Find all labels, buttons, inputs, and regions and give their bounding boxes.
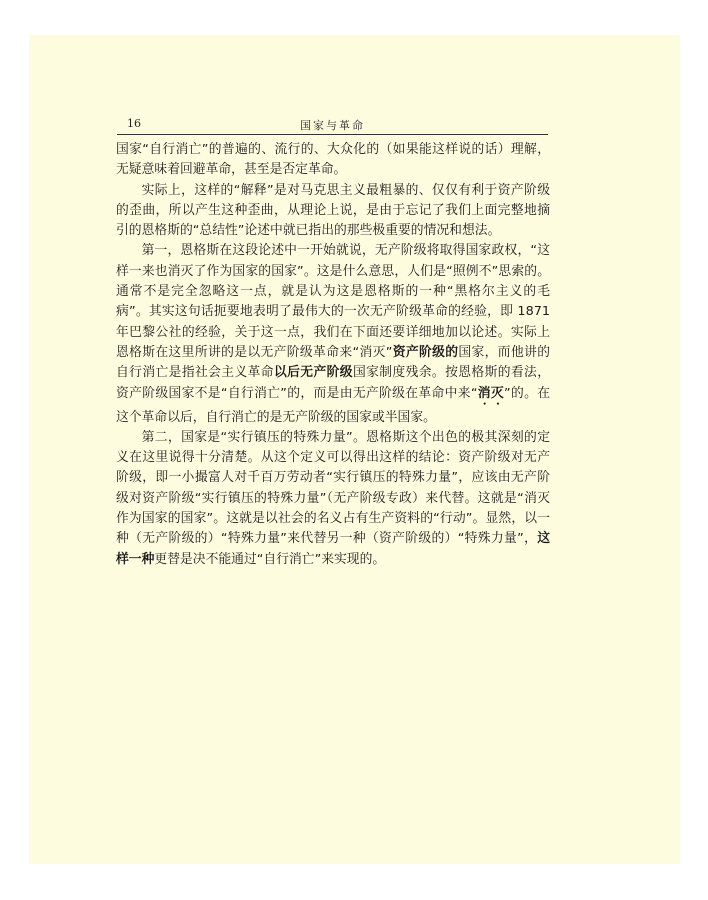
paragraph-4 [116,428,550,570]
paragraph-3 [116,241,550,427]
page-header [117,114,548,135]
paragraph-3-text-2: 国家，而他讲的自行消亡是指社会主义革命 [116,344,551,381]
page-number: 16 [127,117,141,130]
emphasis-bourgeois: 资产阶级的 [392,344,459,360]
emphasis-abolish: 消灭 [477,385,505,401]
paragraph-1 [116,140,550,181]
paragraph-4-text-2: 更替是决不能通过“自行消亡”来实现的。 [154,551,386,567]
paragraph-3-text-3: 国家制度残余。按恩格斯的看法，资产阶级国家不是“自行消亡”的，而是由无产阶级在革命中来“ [116,365,551,401]
body-text [116,140,550,570]
emphasis-such-a: 这样一种 [116,531,550,567]
emphasis-after-proletarian: 以后无产阶级 [273,365,353,381]
paragraph-2 [116,181,550,242]
paragraph-2-text: 实际上，这样的“解释”是对马克思主义最粗暴的、仅仅有利于资产阶级的歪曲，所以产生这种歪曲，从理论上说，是由于忘记了我们上面完整地摘引的恩格斯的“总结性”论述中就已指出的那些极重要的情况和想法。 [116,182,550,239]
running-title: 国家与革命 [300,119,365,132]
paragraph-3-text-1: 第一，恩格斯在这段论述中一开始就说，无产阶级将取得国家政权，“这样一来也消灭了作为国家的国家”。这是什么意思，人们是“照例不”思索的。通常不是完全忽略这一点，就是认为这是恩格斯的一种“黑格尔主义的毛病”。其实这句话扼要地表明了最伟大的一次无产阶级革命的经验，即 1871 年巴黎公社的经验，关于这一点，我们在下面还要详细地加以论述。实际上恩格斯在这里所讲的是以无产阶级革命来“消灭” [116,243,550,360]
paragraph-3-text-4: ”的。在这个革命以后，自行消亡的是无产阶级的国家或半国家。 [116,385,551,425]
paragraph-4-text-1: 第二，国家是“实行镇压的特殊力量”。恩格斯这个出色的极其深刻的定义在这里说得十分清楚。从这个定义可以得出这样的结论：资产阶级对无产阶级，即一小撮富人对千百万劳动者“实行镇压的特殊力量”，应该由无产阶级对资产阶级“实行镇压的特殊力量”（无产阶级专政）来代替。这就是“消灭作为国家的国家”。这就是以社会的名义占有生产资料的“行动”。显然，以一种（无产阶级的）“特殊力量”来代替另一种（资产阶级的）“特殊力量”， [116,429,550,547]
paragraph-1-text: 国家“自行消亡”的普遍的、流行的、大众化的（如果能这样说的话）理解，无疑意味着回避革命，甚至是否定革命。 [116,142,550,178]
